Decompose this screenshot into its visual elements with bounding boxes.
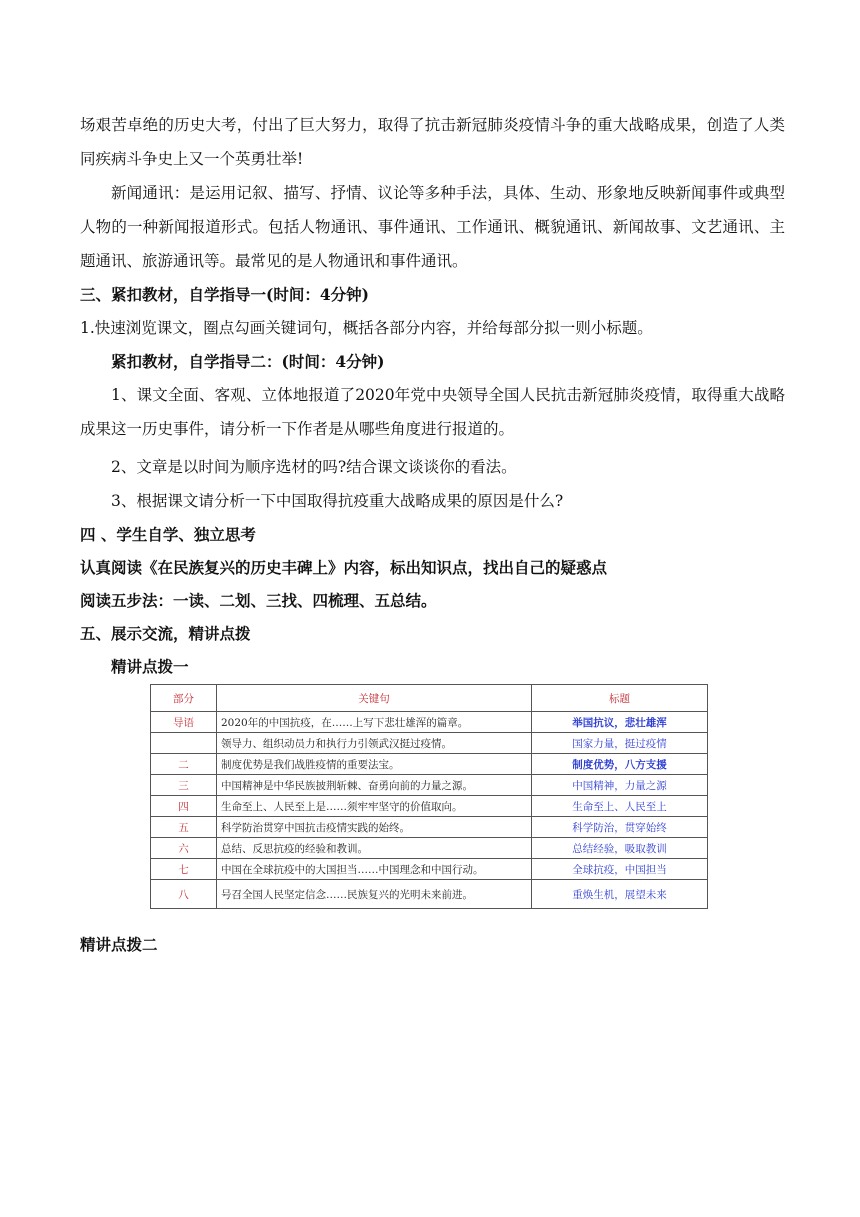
table-row [151,817,708,838]
cell-part: 六 [151,838,217,859]
table-row [151,712,708,733]
cell-part: 四 [151,796,217,817]
cell-key: 中国精神是中华民族披荆斩棘、奋勇向前的力量之源。 [217,775,532,796]
section3-item1: 1.快速浏览课文，圈点勾画关键词句，概括各部分内容，并给每部分拟一则小标题。 [80,319,653,337]
paragraph-intro: 场艰苦卓绝的历史大考，付出了巨大努力，取得了抗击新冠肺炎疫情斗争的重大战略成果，创造了人类同疾病斗争史上又一个英勇壮举! [80,116,785,168]
cell-key: 2020年的中国抗疫，在……上写下悲壮雄浑的篇章。 [217,712,532,733]
cell-part: 导语 [151,712,217,733]
cell-part: 三 [151,775,217,796]
cell-part: 二 [151,754,217,775]
cell-key: 中国在全球抗疫中的大国担当……中国理念和中国行动。 [217,859,532,880]
section5-sub1: 精讲点拨一 [111,657,189,676]
cell-key: 号召全国人民坚定信念……民族复兴的光明未来前进。 [217,880,532,909]
question-3: 3、根据课文请分析一下中国取得抗疫重大战略成果的原因是什么? [111,492,564,510]
cell-title: 举国抗议，悲壮雄浑 [532,712,708,733]
cell-title: 总结经验，吸取教训 [532,838,708,859]
table-row [151,775,708,796]
section3-heading: 三、紧扣教材，自学指导一(时间：4分钟) [80,285,369,304]
cell-title: 中国精神，力量之源 [532,775,708,796]
header-part: 部分 [151,685,217,712]
table-row [151,859,708,880]
cell-title: 科学防治，贯穿始终 [532,817,708,838]
table-row [151,733,708,754]
section5-heading: 五、展示交流，精讲点拨 [80,624,251,643]
table-row [151,880,708,909]
cell-part: 八 [151,880,217,909]
section4-line1: 认真阅读《在民族复兴的历史丰碑上》内容，标出知识点，找出自己的疑惑点 [80,558,608,577]
cell-title: 生命至上、人民至上 [532,796,708,817]
cell-part: 七 [151,859,217,880]
question-2: 2、文章是以时间为顺序选材的吗?结合课文谈谈你的看法。 [111,458,517,476]
document-body [80,108,785,683]
header-key: 关键句 [217,685,532,712]
cell-key: 制度优势是我们战胜疫情的重要法宝。 [217,754,532,775]
table-row [151,838,708,859]
section5-sub2: 精讲点拨二 [80,935,158,954]
section4-heading: 四 、学生自学、独立思考 [80,525,256,544]
cell-key: 科学防治贯穿中国抗击疫情实践的始终。 [217,817,532,838]
cell-part [151,733,217,754]
header-title: 标题 [532,685,708,712]
section3-heading2: 紧扣教材，自学指导二：(时间：4分钟) [111,352,385,371]
table-header-row [151,685,708,712]
cell-title: 全球抗疫，中国担当 [532,859,708,880]
paragraph-news-definition: 新闻通讯：是运用记叙、描写、抒情、议论等多种手法，具体、生动、形象地反映新闻事件或典型人物的一种新闻报道形式。包括人物通讯、事件通讯、工作通讯、概貌通讯、新闻故事、文艺通讯、主题通讯、旅游通讯等。最常见的是人物通讯和事件通讯。 [80,184,785,270]
section4-line2: 阅读五步法：一读、二划、三找、四梳理、五总结。 [80,591,437,610]
cell-part: 五 [151,817,217,838]
cell-title: 国家力量，挺过疫情 [532,733,708,754]
table-row [151,796,708,817]
key-sentence-table [150,684,708,909]
table-row [151,754,708,775]
cell-title: 重焕生机，展望未来 [532,880,708,909]
question-1: 1、课文全面、客观、立体地报道了2020年党中央领导全国人民抗击新冠肺炎疫情，取得重大战略成果这一历史事件，请分析一下作者是从哪些角度进行报道的。 [80,386,785,438]
cell-key: 生命至上、人民至上是……须牢牢坚守的价值取向。 [217,796,532,817]
cell-key: 总结、反思抗疫的经验和教训。 [217,838,532,859]
cell-title: 制度优势，八方支援 [532,754,708,775]
cell-key: 领导力、组织动员力和执行力引领武汉挺过疫情。 [217,733,532,754]
